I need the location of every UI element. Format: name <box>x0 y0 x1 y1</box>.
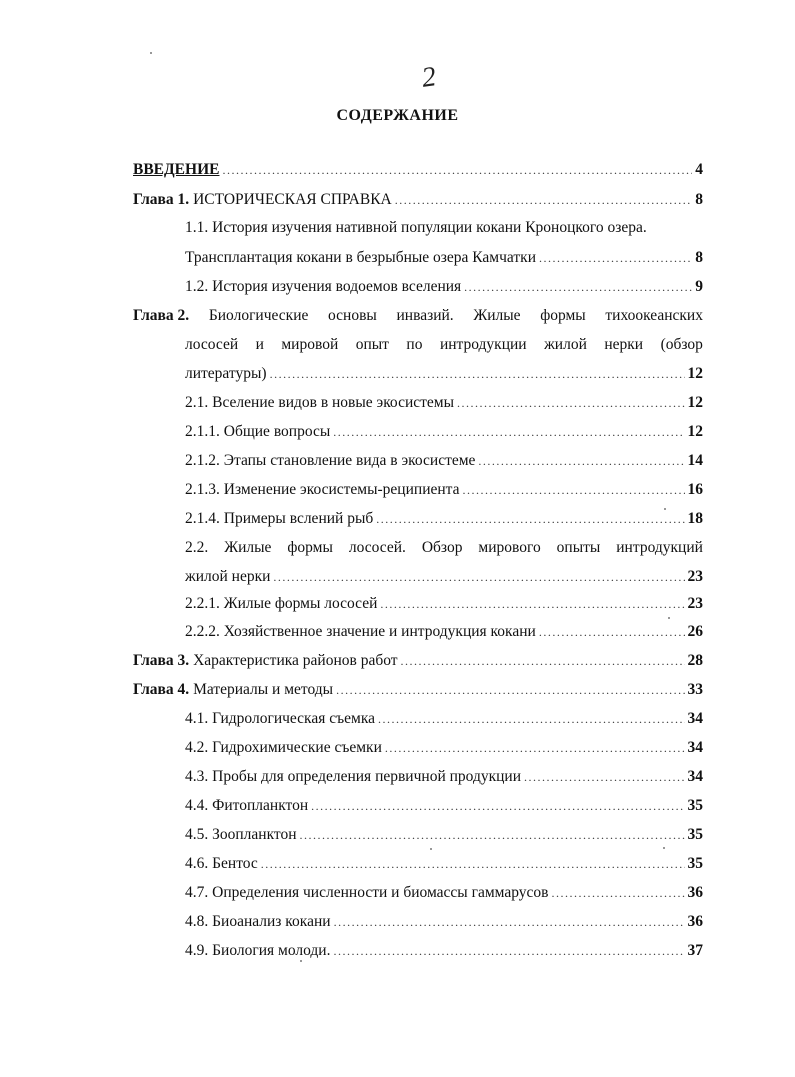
toc-entry-label: 4.7. Определения численности и биомассы гаммарусов <box>185 884 549 901</box>
toc-entry-page: 36 <box>687 884 703 901</box>
leader-dots <box>401 651 685 671</box>
toc-entry-4-5 <box>185 825 703 845</box>
scan-speck <box>430 848 432 850</box>
toc-entry-label: ВВЕДЕНИЕ <box>133 161 220 178</box>
scan-speck <box>150 52 152 54</box>
toc-entry-2-1-3 <box>185 480 703 500</box>
toc-entry-page: 8 <box>695 249 703 266</box>
toc-entry-label: 4.2. Гидрохимические съемки <box>185 739 382 756</box>
leader-dots <box>261 854 685 874</box>
toc-entry-4-2 <box>185 738 703 758</box>
toc-entry-label: Глава 1. ИСТОРИЧЕСКАЯ СПРАВКА <box>133 191 392 208</box>
leader-dots <box>385 738 685 758</box>
toc-entry-page: 12 <box>687 365 703 382</box>
toc-entry-page: 12 <box>687 394 703 411</box>
leader-dots <box>273 567 684 587</box>
toc-entry-page: 34 <box>687 710 703 727</box>
leader-dots <box>380 594 684 614</box>
toc-entry-chapter-4 <box>133 680 703 700</box>
leader-dots <box>333 941 684 961</box>
toc-entry-page: 18 <box>687 510 703 527</box>
leader-dots <box>551 883 684 903</box>
scan-speck <box>668 617 670 619</box>
leader-dots <box>222 160 692 180</box>
leader-dots <box>336 680 684 700</box>
toc-entry-label: 2.1. Вселение видов в новые экосистемы <box>185 394 455 411</box>
toc-entry-page: 35 <box>687 855 703 872</box>
toc-entry-page: 4 <box>695 161 703 178</box>
leader-dots <box>300 825 685 845</box>
toc-entry-2-2 <box>185 567 703 587</box>
toc-entry-label: 4.6. Бентос <box>185 855 258 872</box>
toc-entry-4-6 <box>185 854 703 874</box>
toc-entry-1-2 <box>185 277 703 297</box>
leader-dots <box>376 509 684 529</box>
toc-entry-chapter-3 <box>133 651 703 671</box>
toc-entry-page: 8 <box>695 191 703 208</box>
leader-dots <box>395 190 693 210</box>
toc-entry-label: 1.2. История изучения водоемов вселения <box>185 278 462 295</box>
toc-entry-label: жилой нерки <box>185 568 271 585</box>
toc-entry-chapter-2-line2: лососей и мировой опыт по интродукции жилой нерки (обзор <box>185 336 703 353</box>
toc-entry-chapter-2 <box>185 364 703 384</box>
toc-entry-page: 33 <box>687 681 703 698</box>
leader-dots <box>334 912 685 932</box>
leader-dots <box>378 709 685 729</box>
toc-entry-4-9 <box>185 941 703 961</box>
leader-dots <box>457 393 684 413</box>
toc-entry-2-1 <box>185 393 703 413</box>
leader-dots <box>524 767 684 787</box>
toc-entry-label: 2.2.1. Жилые формы лососей <box>185 595 378 612</box>
toc-entry-label: 4.8. Биоанализ кокани <box>185 913 331 930</box>
scan-speck <box>664 508 666 510</box>
leader-dots <box>333 422 684 442</box>
scan-speck <box>663 847 665 849</box>
scan-speck <box>300 960 302 962</box>
toc-entry-label: литературы) <box>185 365 267 382</box>
toc-entry-label: 4.4. Фитопланктон <box>185 797 309 814</box>
leader-dots <box>463 480 685 500</box>
toc-entry-label: Глава 4. Материалы и методы <box>133 681 334 698</box>
toc-entry-4-7 <box>185 883 703 903</box>
toc-entry-label: 2.1.3. Изменение экосистемы-реципиента <box>185 481 460 498</box>
toc-entry-2-1-4 <box>185 509 703 529</box>
toc-entry-page: 26 <box>687 623 703 640</box>
toc-entry-intro <box>133 160 703 180</box>
leader-dots <box>270 364 685 384</box>
toc-entry-chapter-1 <box>133 190 703 210</box>
toc-entry-label: 2.2.2. Хозяйственное значение и интродукция кокани <box>185 623 536 640</box>
toc-entry-page: 37 <box>687 942 703 959</box>
leader-dots <box>539 622 685 642</box>
toc-entry-label: 4.1. Гидрологическая съемка <box>185 710 375 727</box>
toc-entry-page: 34 <box>687 768 703 785</box>
toc-entry-label: 4.5. Зоопланктон <box>185 826 297 843</box>
toc-entry-page: 36 <box>687 913 703 930</box>
toc-entry-2-2-2 <box>185 622 703 642</box>
toc-entry-2-1-2 <box>185 451 703 471</box>
toc-entry-page: 12 <box>687 423 703 440</box>
toc-entry-label: Трансплантация кокани в безрыбные озера Камчатки <box>185 249 536 266</box>
toc-entry-label: 2.1.1. Общие вопросы <box>185 423 331 440</box>
leader-dots <box>464 277 692 297</box>
toc-entry-4-8 <box>185 912 703 932</box>
leader-dots <box>311 796 684 816</box>
toc-entry-label: 2.1.2. Этапы становление вида в экосистеме <box>185 452 476 469</box>
toc-entry-page: 28 <box>687 652 703 669</box>
toc-entry-page: 16 <box>687 481 703 498</box>
toc-entry-page: 9 <box>695 278 703 295</box>
toc-title: СОДЕРЖАНИЕ <box>336 107 459 124</box>
toc-entry-2-1-1 <box>185 422 703 442</box>
toc-entry-1-1-line1: 1.1. История изучения нативной популяции кокани Кроноцкого озера. <box>185 219 647 236</box>
toc-entry-page: 23 <box>687 568 703 585</box>
toc-entry-page: 35 <box>687 797 703 814</box>
leader-dots <box>478 451 684 471</box>
toc-entry-label: 2.1.4. Примеры вслений рыб <box>185 510 374 527</box>
toc-entry-4-3 <box>185 767 703 787</box>
leader-dots <box>539 248 692 268</box>
toc-entry-2-2-1 <box>185 594 703 614</box>
handwritten-page-number: 2 <box>419 61 439 94</box>
toc-entry-1-1 <box>185 248 703 268</box>
toc-entry-page: 34 <box>687 739 703 756</box>
toc-entry-2-2-line1: 2.2. Жилые формы лососей. Обзор мирового опыты интродукций <box>185 539 703 556</box>
toc-entry-page: 35 <box>687 826 703 843</box>
toc-entry-page: 23 <box>687 595 703 612</box>
toc-entry-label: 4.9. Биология молоди. <box>185 942 331 959</box>
toc-entry-4-1 <box>185 709 703 729</box>
toc-entry-chapter-2-line1: Глава 2. Биологические основы инвазий. Жилые формы тихоокеанских <box>133 307 703 324</box>
toc-entry-label: Глава 3. Характеристика районов работ <box>133 652 398 669</box>
toc-entry-page: 14 <box>687 452 703 469</box>
toc-entry-label: 4.3. Пробы для определения первичной продукции <box>185 768 522 785</box>
toc-entry-4-4 <box>185 796 703 816</box>
